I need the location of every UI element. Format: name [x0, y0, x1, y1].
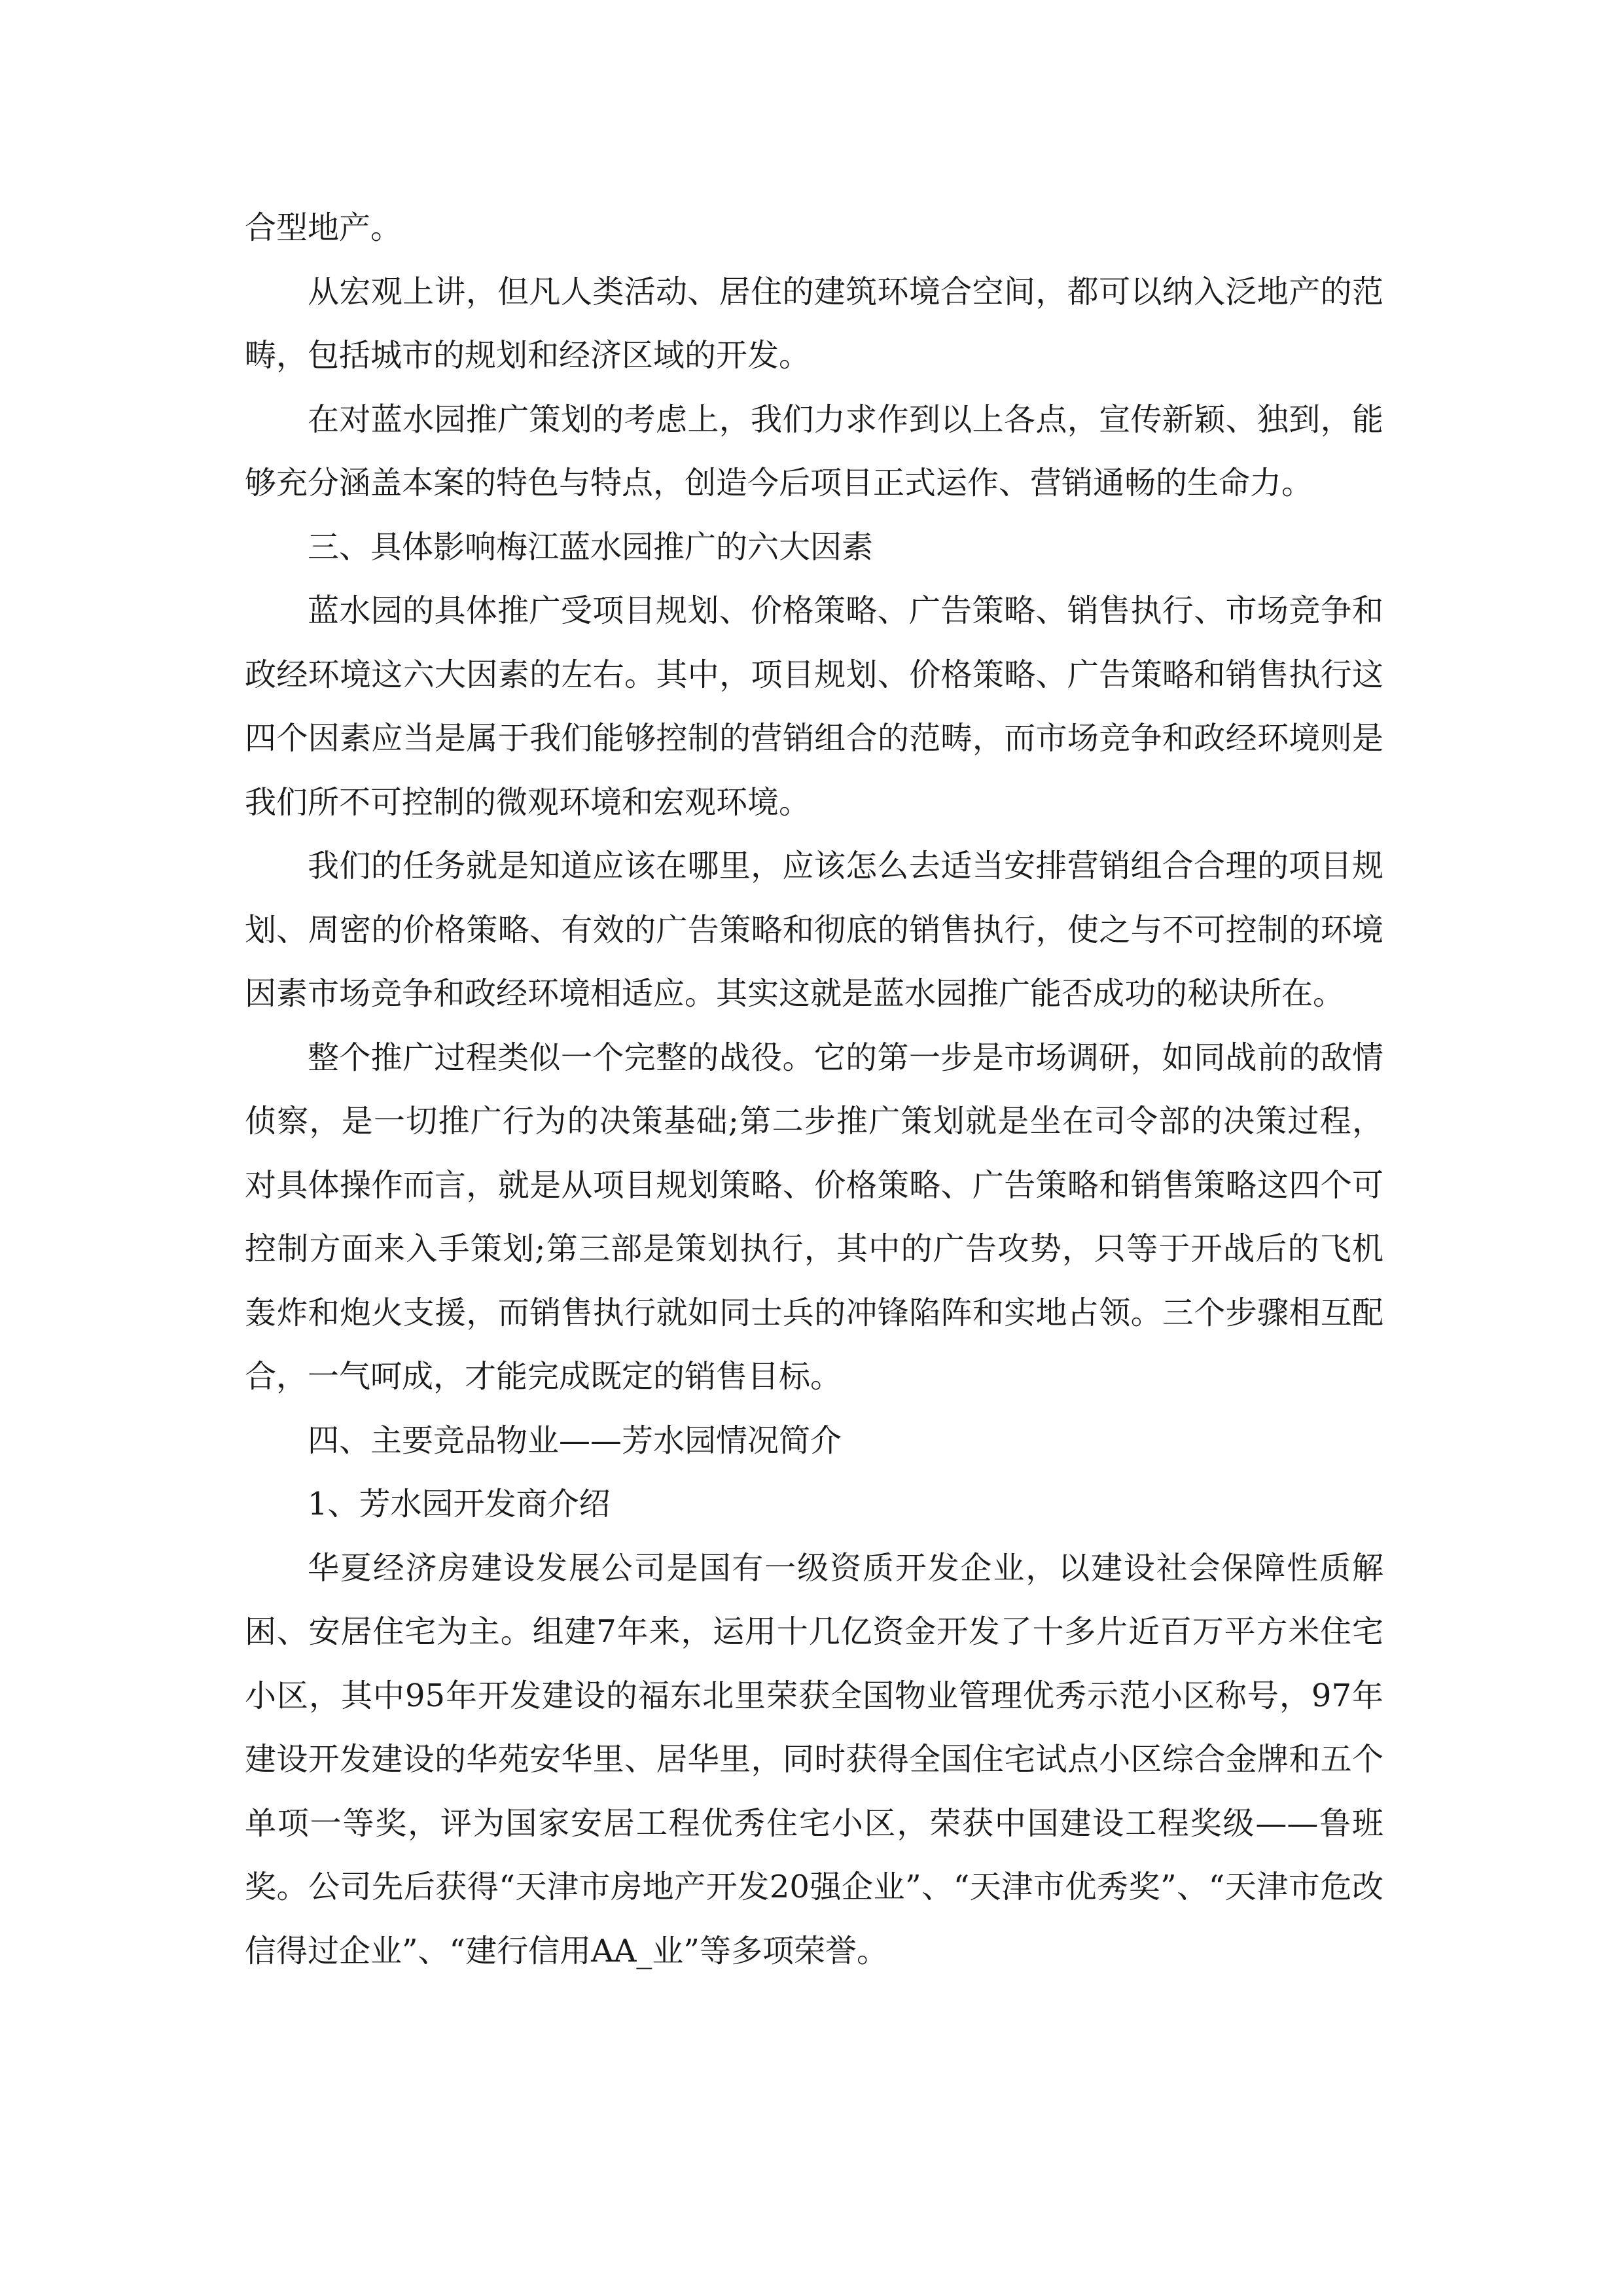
section-heading-four: 四、主要竞品物业——芳水园情况简介 [308, 1422, 842, 1459]
paragraph-six-factors: 蓝水园的具体推广受项目规划、价格策略、广告策略、销售执行、市场竞争和政经环境这六大因素的左右。其中，项目规划、价格策略、广告策略和销售执行这四个因素应当是属于我们能够控制的营销组合的范畴，而市场竞争和政经环境则是我们所不可控制的微观环境和宏观环境。 [245, 592, 1383, 821]
section-heading-three: 三、具体影响梅江蓝水园推广的六大因素 [308, 528, 874, 565]
paragraph-macro-view: 从宏观上讲，但凡人类活动、居住的建筑环境合空间，都可以纳入泛地产的范畴，包括城市的规划和经济区域的开发。 [245, 273, 1383, 374]
paragraph-campaign-analogy: 整个推广过程类似一个完整的战役。它的第一步是市场调研，如同战前的敌情侦察，是一切推广行为的决策基础;第二步推广策划就是坐在司令部的决策过程，对具体操作而言，就是从项目规划策略、价格策略、广告策略和销售策略这四个可控制方面来入手策划;第三部是策划执行，其中的广告攻势，只等于开战后的飞机轰炸和炮火支援，而销售执行就如同士兵的冲锋陷阵和实地占领。三个步骤相互配合，一气呵成，才能完成既定的销售目标。 [245, 1039, 1383, 1395]
paragraph-continuation: 合型地产。 [245, 209, 402, 246]
subsection-heading-developer: 1、芳水园开发商介绍 [308, 1486, 611, 1522]
paragraph-developer-intro: 华夏经济房建设发展公司是国有一级资质开发企业，以建设社会保障性质解困、安居住宅为主。组建7年来，运用十几亿资金开发了十多片近百万平方米住宅小区，其中95年开发建设的福东北里荣获全国物业管理优秀示范小区称号，97年建设开发建设的华苑安华里、居华里，同时获得全国住宅试点小区综合金牌和五个单项一等奖，评为国家安居工程优秀住宅小区，荣获中国建设工程奖级——鲁班奖。公司先后获得“天津市房地产开发20强企业”、“天津市优秀奖”、“天津市危改信得过企业”、“建行信用AA_业”等多项荣誉。 [245, 1549, 1383, 1969]
paragraph-promotion-planning: 在对蓝水园推广策划的考虑上，我们力求作到以上各点，宣传新颖、独到，能够充分涵盖本案的特色与特点，创造今后项目正式运作、营销通畅的生命力。 [245, 401, 1383, 501]
paragraph-our-task: 我们的任务就是知道应该在哪里，应该怎么去适当安排营销组合合理的项目规划、周密的价格策略、有效的广告策略和彻底的销售执行，使之与不可控制的环境因素市场竞争和政经环境相适应。其实这就是蓝水园推广能否成功的秘诀所在。 [245, 848, 1383, 1012]
document-body [245, 196, 1383, 1983]
